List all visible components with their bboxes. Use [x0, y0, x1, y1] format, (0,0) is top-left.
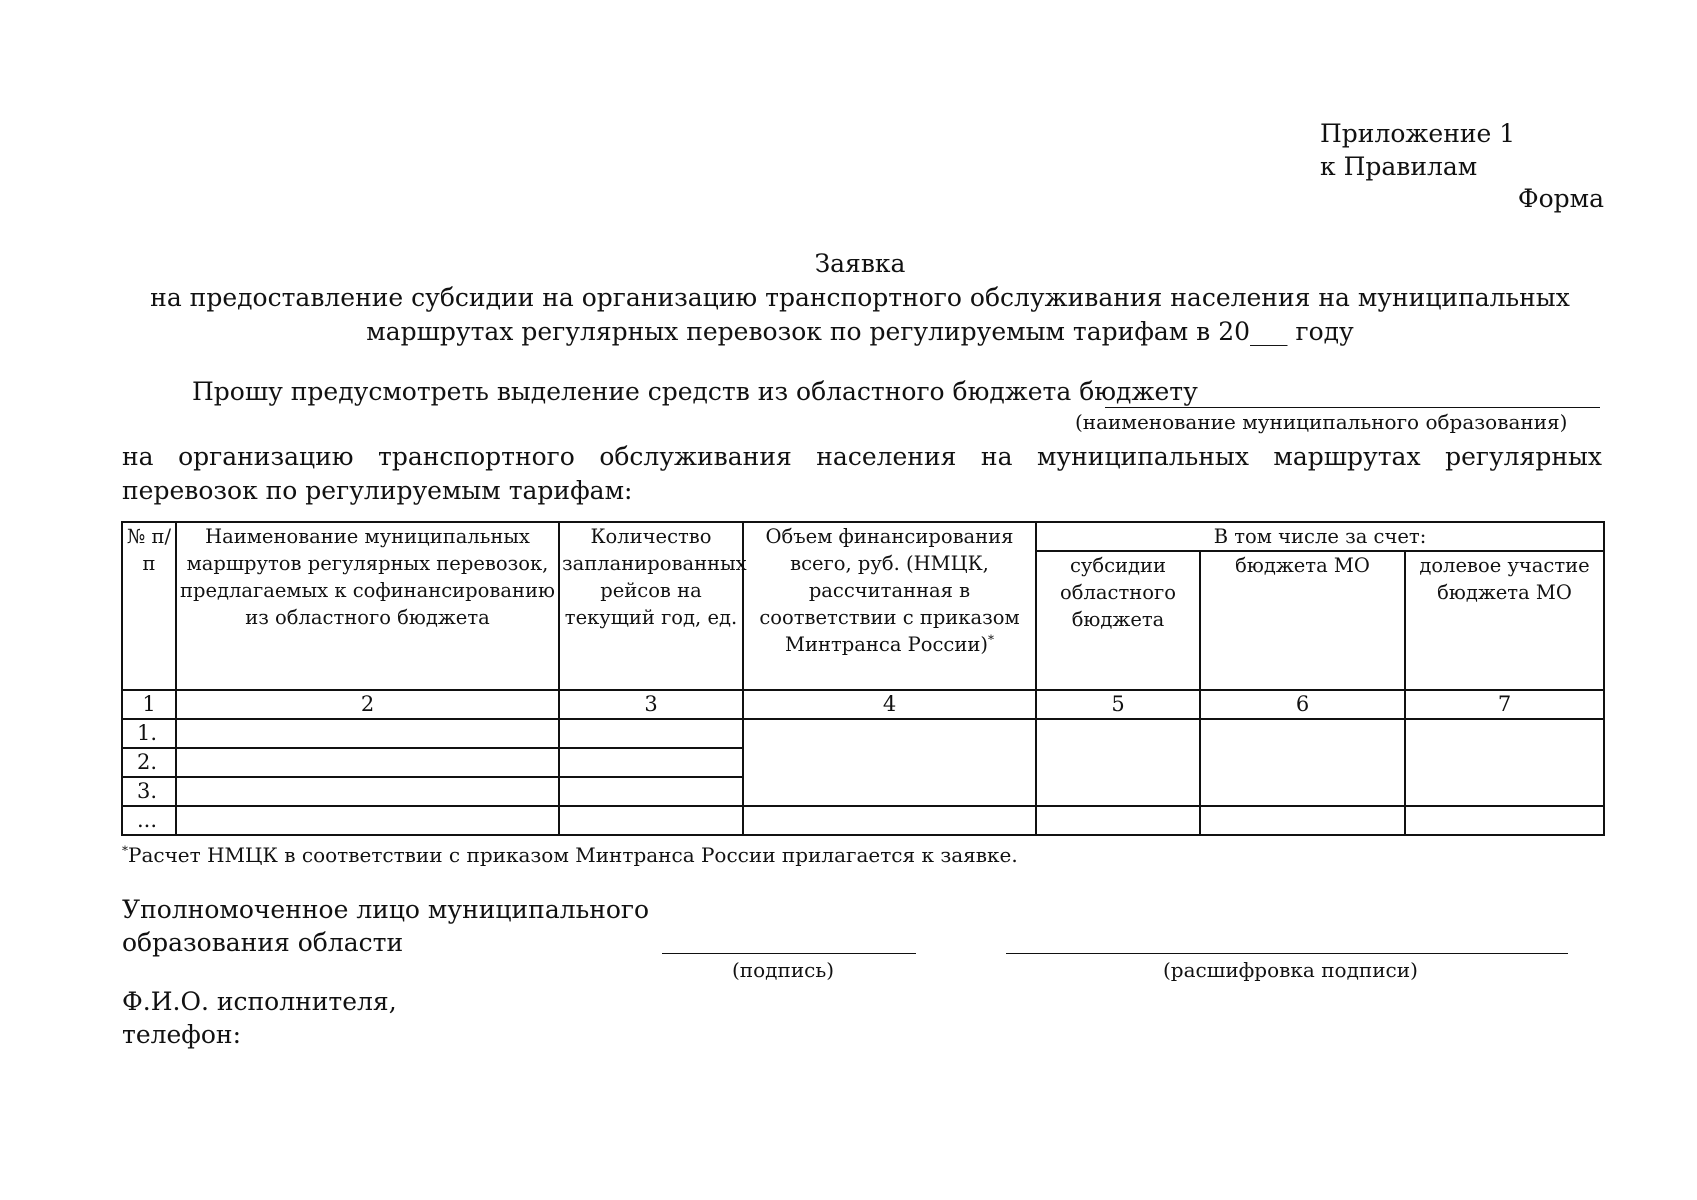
header-routes: Наименование муниципальных маршрутов регулярных перевозок, предлагаемых к софинансированию из областного бюджета: [176, 522, 559, 690]
mo-name-caption: (наименование муниципального образования): [1075, 410, 1568, 434]
title-line-2: на предоставление субсидии на организацию транспортного обслуживания населения на муниципальных: [150, 283, 1570, 312]
row-number: 3.: [122, 777, 176, 806]
header-subsidy: субсидии областного бюджета: [1036, 551, 1200, 690]
request-text: Прошу предусмотреть выделение средств из областного бюджета бюджету: [192, 377, 1198, 406]
executor-phone-label: телефон:: [122, 1020, 242, 1049]
header-trips: Количество запланированных рейсов на текущий год, ед.: [559, 522, 743, 690]
header-mo-share: долевое участие бюджета МО: [1405, 551, 1604, 690]
row-number: 2.: [122, 748, 176, 777]
appendix-line-1: Приложение 1: [1320, 119, 1516, 148]
appendix-note: [1320, 117, 1515, 183]
authorized-line-1: Уполномоченное лицо муниципального: [122, 895, 650, 924]
trips-cell[interactable]: [559, 777, 743, 806]
decoding-caption: (расшифровка подписи): [1163, 958, 1418, 982]
subsidy-table: [121, 521, 1605, 836]
row-number: 1.: [122, 719, 176, 748]
column-number: 2: [176, 690, 559, 719]
header-mo-budget: бюджета МО: [1200, 551, 1405, 690]
column-number: 1: [122, 690, 176, 719]
appendix-line-2: к Правилам: [1320, 152, 1478, 181]
executor-contact: [122, 985, 397, 1051]
trips-cell[interactable]: [559, 806, 743, 835]
header-funding-text: Объем финансирования всего, руб. (НМЦК, рассчитанная в соответствии с приказом Минтранса России): [759, 525, 1020, 656]
header-funding-mark: *: [987, 632, 994, 647]
route-name-cell[interactable]: [176, 748, 559, 777]
title-line-1: Заявка: [814, 249, 906, 278]
mo-share-cell[interactable]: [1405, 719, 1604, 806]
authorized-line-2: образования области: [122, 928, 404, 957]
document-title: [0, 247, 1697, 349]
column-number: 5: [1036, 690, 1200, 719]
mo-budget-cell[interactable]: [1200, 806, 1405, 835]
signature-caption: (подпись): [732, 958, 835, 982]
header-no: № п/п: [122, 522, 176, 690]
title-line-3: маршрутах регулярных перевозок по регулируемым тарифам в 20___ году: [366, 317, 1354, 346]
subsidy-cell[interactable]: [1036, 806, 1200, 835]
column-number: 7: [1405, 690, 1604, 719]
column-number: 3: [559, 690, 743, 719]
trips-cell[interactable]: [559, 748, 743, 777]
header-including: В том числе за счет:: [1036, 522, 1604, 551]
column-number: 4: [743, 690, 1036, 719]
signature-field[interactable]: [662, 953, 916, 954]
signature-decoding-field[interactable]: [1006, 953, 1568, 954]
column-number: 6: [1200, 690, 1405, 719]
route-name-cell[interactable]: [176, 806, 559, 835]
subsidy-cell[interactable]: [1036, 719, 1200, 806]
mo-share-cell[interactable]: [1405, 806, 1604, 835]
route-name-cell[interactable]: [176, 777, 559, 806]
purpose-text: на организацию транспортного обслуживания населения на муниципальных маршрутах регулярных перевозок по регулируемым тарифам:: [122, 442, 1602, 505]
funding-cell[interactable]: [743, 806, 1036, 835]
footnote-mark: *: [122, 843, 128, 858]
footnote-text: Расчет НМЦК в соответствии с приказом Минтранса России прилагается к заявке.: [128, 843, 1018, 867]
executor-name-label: Ф.И.О. исполнителя,: [122, 987, 397, 1016]
form-label: Форма: [1517, 184, 1604, 213]
mo-name-field[interactable]: [1105, 407, 1600, 408]
route-name-cell[interactable]: [176, 719, 559, 748]
mo-budget-cell[interactable]: [1200, 719, 1405, 806]
table-row: [122, 719, 1604, 748]
funding-cell[interactable]: [743, 719, 1036, 806]
row-number: ...: [122, 806, 176, 835]
footnote: [122, 843, 1018, 867]
header-funding: [743, 522, 1036, 690]
table-row: [122, 806, 1604, 835]
authorized-person-label: [122, 893, 649, 959]
trips-cell[interactable]: [559, 719, 743, 748]
